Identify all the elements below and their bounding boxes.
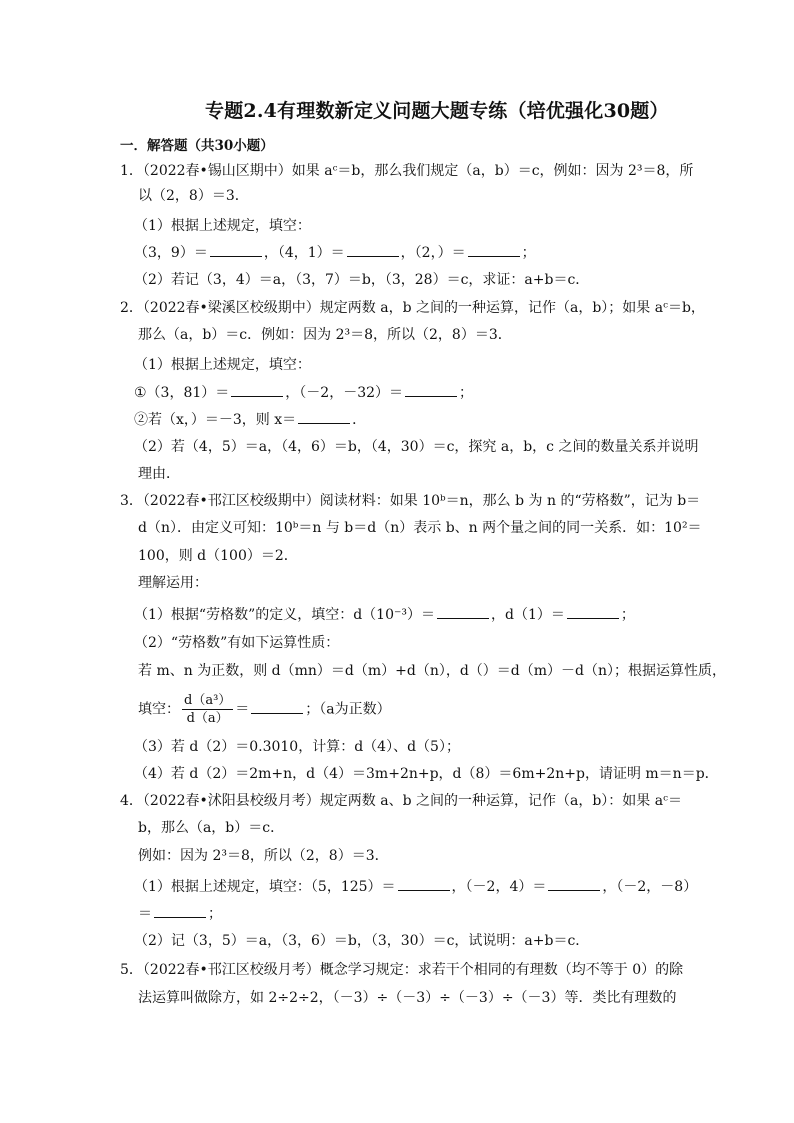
text: ，（－2，4）＝ [451, 879, 547, 895]
answer-blank[interactable] [347, 242, 399, 257]
q4-line-3: 例如：因为 2³＝8，所以（2，8）＝3． [138, 848, 389, 864]
text: ＝ [138, 906, 152, 922]
q3-line-6: （2）“劳格数”有如下运算性质： [134, 635, 340, 651]
q2-line-1: 2．（2022春•梁溪区校级期中）规定两数 a，b 之间的一种运算，记作（a，b）；如果 aᶜ＝b， [120, 300, 705, 316]
text: 填空： [138, 701, 180, 718]
q1-fill-line [134, 242, 536, 263]
q1-line-2: 以（2，8）＝3． [138, 188, 249, 204]
q5-line-1: 5．（2022春•邗江区校级月考）概念学习规定：求若干个相同的有理数（均不等于 0）的除 [120, 962, 684, 978]
q1-line-3: （1）根据上述规定，填空： [134, 218, 311, 234]
answer-blank[interactable] [567, 604, 619, 619]
q3-fill-line-1 [134, 604, 635, 625]
text: ． [352, 412, 367, 428]
answer-blank[interactable] [468, 242, 520, 257]
answer-blank[interactable] [298, 409, 350, 424]
q4-line-2: b，那么（a，b）＝c． [138, 820, 285, 836]
text: ①（3，81）＝ [134, 385, 230, 401]
fraction [182, 692, 233, 727]
q3-line-3: 100，则 d（100）＝2． [138, 548, 298, 564]
answer-blank[interactable] [548, 876, 600, 891]
q4-line-1: 4．（2022春•沭阳县校级月考）规定两数 a、b 之间的一种运算，记作（a，b）：如果 aᶜ＝ [120, 793, 682, 809]
answer-blank[interactable] [154, 903, 206, 918]
text: ，d（1）＝ [491, 607, 565, 623]
text: （1）根据上述规定，填空：（5，125）＝ [134, 879, 396, 895]
fraction-numerator: d（a³） [184, 693, 232, 708]
answer-blank[interactable] [405, 382, 457, 397]
q3-line-1: 3．（2022春•邗江区校级期中）阅读材料：如果 10ᵇ＝n，那么 b 为 n 的“劳格数”，记为 b＝ [120, 493, 701, 509]
answer-blank[interactable] [437, 604, 489, 619]
answer-blank[interactable] [210, 242, 262, 257]
text: ； [208, 906, 222, 922]
q2-line-6: （2）若（4，5）＝a，（4，6）＝b，（4，30）＝c，探究 a，b，c 之间的数量关系并说明 [134, 439, 699, 455]
text: ，（－2，－32）＝ [285, 385, 404, 401]
q2-line-2: 那么（a，b）＝c．例如：因为 2³＝8，所以（2，8）＝3． [138, 327, 512, 343]
q3-line-4: 理解运用： [138, 575, 208, 591]
page-title: 专题2.4有理数新定义问题大题专练（培优强化30题） [205, 100, 669, 122]
q3-line-10: （4）若 d（2）＝2m+n，d（4）＝3m+2n+p，d（8）＝6m+2n+p，请证明 m＝n＝p． [134, 766, 719, 782]
q4-fill-line-1 [134, 876, 697, 897]
text: ，（－2，－8） [602, 879, 698, 895]
text: ；（a为正数） [305, 701, 391, 718]
answer-blank[interactable] [231, 382, 283, 397]
q3-line-7: 若 m、n 为正数，则 d（mn）＝d（m）+d（n），d（）＝d（m）－d（n）；根据运算性质， [138, 663, 727, 679]
fraction-denominator: d（a） [186, 711, 229, 726]
text: ②若（x，）＝－3，则 x＝ [134, 412, 297, 428]
text: ，（4，1）＝ [263, 245, 345, 261]
q5-line-2: 法运算叫做除方，如 2÷2÷2，（－3）÷（－3）÷（－3）÷（－3）等．类比有理数的 [138, 990, 677, 1006]
q1-line-1: 1．（2022春•锡山区期中）如果 aᶜ＝b，那么我们规定（a，b）＝c，例如：因为 2³＝8，所 [120, 163, 694, 179]
text: （1）根据“劳格数”的定义，填空：d（10⁻³）＝ [134, 607, 435, 623]
text: （3，9）＝ [134, 245, 208, 261]
q2-line-3: （1）根据上述规定，填空： [134, 357, 311, 373]
q4-fill-line-2 [138, 903, 222, 924]
answer-blank[interactable] [251, 699, 303, 714]
q3-fraction-line [138, 692, 391, 727]
q2-line-7: 理由． [138, 466, 180, 482]
text: ＝ [235, 701, 250, 718]
section-heading: 一．解答题（共30小题） [120, 138, 274, 154]
text: ，（2，）＝ [400, 245, 466, 261]
q2-fill-line-1 [134, 382, 473, 403]
q1-line-5: （2）若记（3，4）＝a，（3，7）＝b，（3，28）＝c，求证：a+b＝c． [134, 272, 590, 288]
q3-line-9: （3）若 d（2）＝0.3010，计算：d（4）、d（5）； [134, 739, 460, 755]
answer-blank[interactable] [398, 876, 450, 891]
text: ； [620, 607, 635, 623]
text: ； [459, 385, 474, 401]
text: ； [521, 245, 536, 261]
q3-line-2: d（n）．由定义可知：10ᵇ＝n 与 b＝d（n）表示 b、n 两个量之间的同一关系．如：10²＝ [138, 520, 702, 536]
q2-fill-line-2 [134, 409, 366, 430]
q4-line-6: （2）记（3，5）＝a，（3，6）＝b，（3，30）＝c，试说明：a+b＝c． [134, 933, 590, 949]
